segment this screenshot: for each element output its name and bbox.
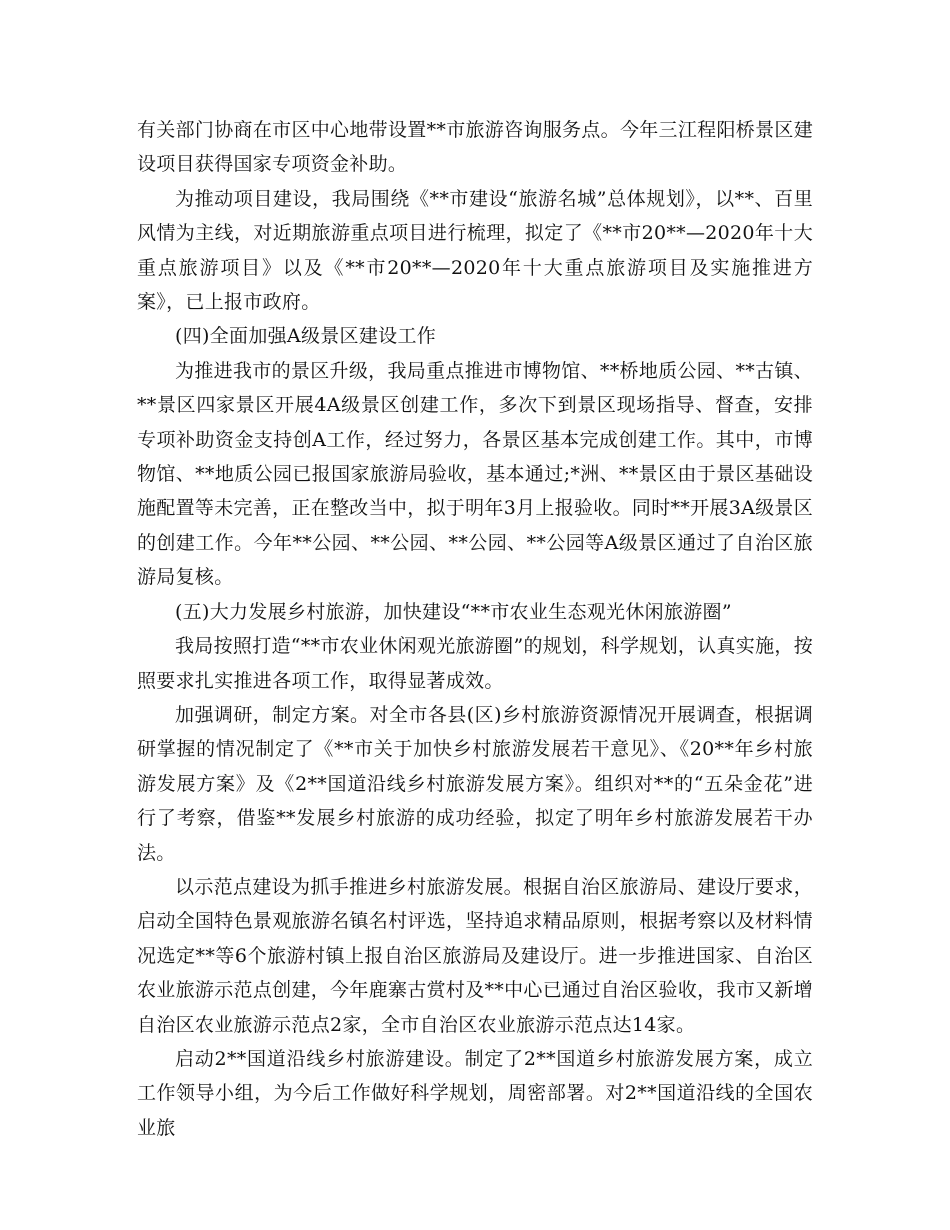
paragraph-2: 为推动项目建设，我局围绕《**市建设“旅游名城”总体规划》，以**、百里风情为主线，对近期旅游重点项目进行梳理，拟定了《**市20**—2020年十大重点旅游项目》以及《**市20**—2020年十大重点旅游项目及实施推进方案》，已上报市政府。	[137, 187, 813, 314]
paragraph-1: 有关部门协商在市区中心地带设置**市旅游咨询服务点。今年三江程阳桥景区建设项目获得国家专项资金补助。	[137, 119, 813, 176]
section-heading-5: (五)大力发展乡村旅游，加快建设“**市农业生态观光休闲旅游圈”	[175, 600, 732, 623]
document-body	[137, 113, 813, 1145]
paragraph-4: 我局按照打造“**市农业休闲观光旅游圈”的规划，科学规划，认真实施，按照要求扎实推进各项工作，取得显著成效。	[137, 635, 813, 692]
paragraph-5: 加强调研，制定方案。对全市各县(区)乡村旅游资源情况开展调查，根据调研掌握的情况制定了《**市关于加快乡村旅游发展若干意见》、《20**年乡村旅游发展方案》及《2**国道沿线乡村旅游发展方案》。组织对**的“五朵金花”进行了考察，借鉴**发展乡村旅游的成功经验，拟定了明年乡村旅游发展若干办法。	[137, 703, 813, 864]
section-heading-4: (四)全面加强A级景区建设工作	[175, 325, 437, 348]
paragraph-3: 为推进我市的景区升级，我局重点推进市博物馆、**桥地质公园、**古镇、**景区四家景区开展4A级景区创建工作，多次下到景区现场指导、督查，安排专项补助资金支持创A工作，经过努力，各景区基本完成创建工作。其中，市博物馆、**地质公园已报国家旅游局验收，基本通过;*洲、**景区由于景区基础设施配置等未完善，正在整改当中，拟于明年3月上报验收。同时**开展3A级景区的创建工作。今年**公园、**公园、**公园、**公园等A级景区通过了自治区旅游局复核。	[137, 359, 813, 589]
paragraph-6: 以示范点建设为抓手推进乡村旅游发展。根据自治区旅游局、建设厅要求，启动全国特色景观旅游名镇名村评选，坚持追求精品原则，根据考察以及材料情况选定**等6个旅游村镇上报自治区旅游局及建设厅。进一步推进国家、自治区农业旅游示范点创建，今年鹿寨古赏村及**中心已通过自治区验收，我市又新增自治区农业旅游示范点2家，全市自治区农业旅游示范点达14家。	[137, 875, 813, 1036]
paragraph-7: 启动2**国道沿线乡村旅游建设。制定了2**国道乡村旅游发展方案，成立工作领导小组，为今后工作做好科学规划，周密部署。对2**国道沿线的全国农业旅	[137, 1047, 813, 1139]
